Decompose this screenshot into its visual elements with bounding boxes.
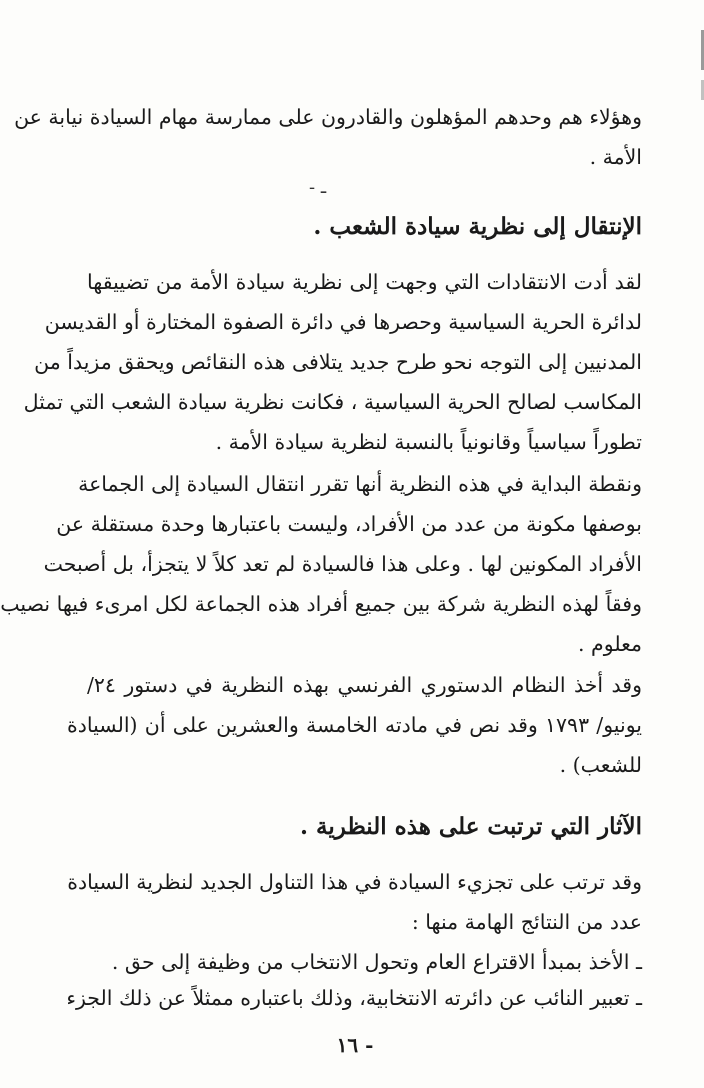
- paragraph-line: وقد ترتب على تجزيء السيادة في هذا التناول الجديد لنظرية السيادة: [67, 870, 642, 894]
- section-heading: الآثار التي ترتبت على هذه النظرية .: [300, 813, 642, 840]
- list-item: ـ الأخذ بمبدأ الاقتراع العام وتحول الانتخاب من وظيفة إلى حق .: [111, 950, 642, 974]
- paragraph-line: للشعب) .: [559, 753, 642, 777]
- paragraph-line: لقد أدت الانتقادات التي وجهت إلى نظرية سيادة الأمة من تضييقها: [87, 270, 642, 294]
- section-separator: - ـ: [309, 177, 327, 198]
- paragraph-line: بوصفها مكونة من عدد من الأفراد، وليست باعتبارها وحدة مستقلة عن: [56, 512, 642, 536]
- paragraph-line: يونيو/ ١٧٩٣ وقد نص في مادته الخامسة والعشرين على أن (السيادة: [67, 713, 642, 737]
- paragraph-line: تطوراً سياسياً وقانونياً بالنسبة لنظرية سيادة الأمة .: [215, 430, 642, 454]
- paragraph-line: الأمة .: [589, 145, 642, 169]
- paragraph-line: وهؤلاء هم وحدهم المؤهلون والقادرون على ممارسة مهام السيادة نيابة عن: [14, 105, 642, 129]
- paragraph-line: المكاسب لصالح الحرية السياسية ، فكانت نظرية سيادة الشعب التي تمثل: [23, 390, 642, 414]
- paragraph-line: وفقاً لهذه النظرية شركة بين جميع أفراد هذه الجماعة لكل امرىء فيها نصيب: [0, 592, 642, 616]
- paragraph-line: ونقطة البداية في هذه النظرية أنها تقرر انتقال السيادة إلى الجماعة: [78, 472, 642, 496]
- paragraph-line: وقد أخذ النظام الدستوري الفرنسي بهذه النظرية في دستور ٢٤/: [87, 673, 642, 697]
- paragraph-line: الأفراد المكونين لها . وعلى هذا فالسيادة لم تعد كلاً لا يتجزأ، بل أصبحت: [43, 552, 642, 576]
- paragraph-line: عدد من النتائج الهامة منها :: [411, 910, 642, 934]
- page-number: - ١٦: [336, 1033, 374, 1057]
- paragraph-line: معلوم .: [578, 632, 642, 656]
- paragraph-line: المدنيين إلى التوجه نحو طرح جديد يتلافى هذه النقائص ويحقق مزيداً من: [34, 350, 642, 374]
- section-heading: الإنتقال إلى نظرية سيادة الشعب .: [313, 213, 642, 240]
- paragraph-line: لدائرة الحرية السياسية وحصرها في دائرة الصفوة المختارة أو القديسن: [44, 310, 642, 334]
- list-item: ـ تعبير النائب عن دائرته الانتخابية، وذلك باعتباره ممثلاً عن ذلك الجزء: [66, 986, 642, 1010]
